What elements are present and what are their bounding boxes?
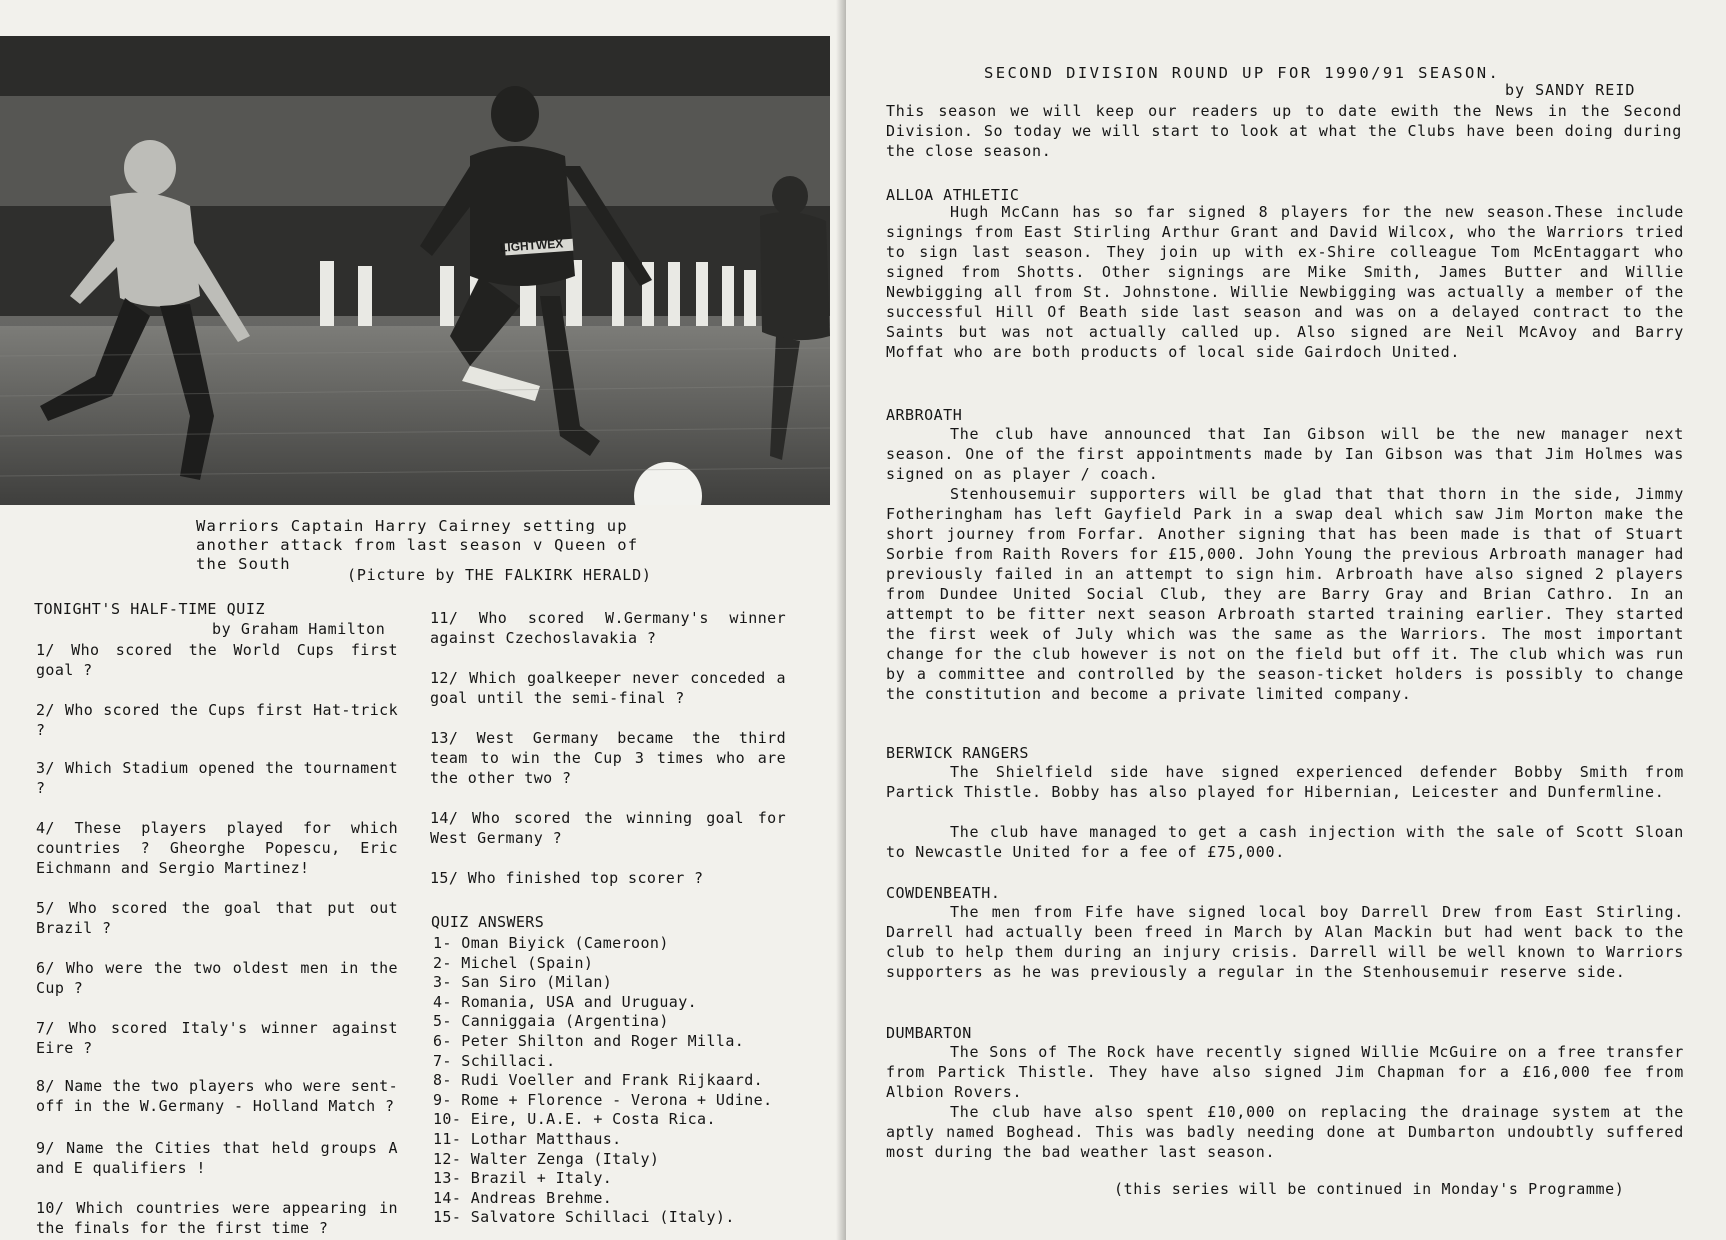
photo-credit: (Picture by THE FALKIRK HERALD) bbox=[347, 566, 652, 584]
club-heading-dumbarton: DUMBARTON bbox=[886, 1024, 972, 1042]
quiz-question: 8/ Name the two players who were sent-off in the W.Germany - Holland Match ? bbox=[36, 1077, 398, 1115]
quiz-question: 15/ Who finished top scorer ? bbox=[430, 869, 704, 887]
quiz-answer: 5- Canniggaia (Argentina) bbox=[433, 1012, 669, 1031]
club-paragraph: Hugh McCann has so far signed 8 players for the new season.These include signings from East Stirling Arthur Grant and David Wilcox, who the Warriors tried to sign last season. They join up with ex-Shire colleague Tom McEntaggart who signed from Shotts. Other signings are Mike Smith, James Butter and Willie Newbigging all from St. Johnstone. Willie Newbigging was actually a member of the successful Hill Of Beath side last season and was on a delayed contract to the Saints but was not actually called up. Also signed are Neil McAvoy and Barry Moffat who are both products of local side Gairdoch United. bbox=[886, 203, 1684, 361]
club-heading-alloa: ALLOA ATHLETIC bbox=[886, 186, 1020, 204]
quiz-answers-list bbox=[433, 934, 833, 1228]
club-paragraph: The club have announced that Ian Gibson will be the new manager next season. One of the first appointments made by Ian Gibson was that Jim Holmes was signed on as player / coach. bbox=[886, 425, 1684, 483]
quiz-question: 6/ Who were the two oldest men in the Cup ? bbox=[36, 959, 398, 997]
series-continued-note: (this series will be continued in Monday's Programme) bbox=[1114, 1180, 1625, 1198]
quiz-answer: 15- Salvatore Schillaci (Italy). bbox=[433, 1208, 735, 1227]
quiz-answer: 3- San Siro (Milan) bbox=[433, 973, 613, 992]
quiz-question: 14/ Who scored the winning goal for West Germany ? bbox=[430, 809, 786, 847]
quiz-answer: 10- Eire, U.A.E. + Costa Rica. bbox=[433, 1110, 716, 1129]
quiz-answer: 9- Rome + Florence - Verona + Udine. bbox=[433, 1090, 773, 1109]
club-paragraph: The men from Fife have signed local boy Darrell Drew from East Stirling. Darrell had actually been freed in March by Alan Mackin but had went back to the club to help them during an injury crisis. Darrell will be well known to Warriors supporters as he was previously a regular in the Stenhousemuir reserve side. bbox=[886, 903, 1684, 981]
quiz-question: 10/ Which countries were appearing in the finals for the first time ? bbox=[36, 1199, 398, 1237]
quiz-question: 12/ Which goalkeeper never conceded a goal until the semi-final ? bbox=[430, 669, 786, 707]
quiz-question: 4/ These players played for which countries ? Gheorghe Popescu, Eric Eichmann and Sergio Martinez! bbox=[36, 819, 398, 877]
quiz-answers-title: QUIZ ANSWERS bbox=[431, 913, 545, 931]
article-title: SECOND DIVISION ROUND UP FOR 1990/91 SEASON. bbox=[984, 64, 1501, 82]
quiz-question: 13/ West Germany became the third team to win the Cup 3 times who are the other two ? bbox=[430, 729, 786, 787]
quiz-question: 11/ Who scored W.Germany's winner against Czechoslavakia ? bbox=[430, 609, 786, 647]
quiz-question: 9/ Name the Cities that held groups A and E qualifiers ! bbox=[36, 1139, 398, 1177]
club-heading-berwick: BERWICK RANGERS bbox=[886, 744, 1029, 762]
quiz-answer: 7- Schillaci. bbox=[433, 1051, 556, 1070]
quiz-answer: 13- Brazil + Italy. bbox=[433, 1169, 613, 1188]
shirt-sponsor-text: LIGHTWEX bbox=[499, 236, 564, 255]
quiz-question: 7/ Who scored Italy's winner against Eire ? bbox=[36, 1019, 398, 1057]
club-paragraph: The club have also spent £10,000 on replacing the drainage system at the aptly named Boghead. This was badly needing done at Dumbarton undoubtly suffered most during the bad weather last season. bbox=[886, 1103, 1684, 1161]
quiz-question: 1/ Who scored the World Cups first goal ? bbox=[36, 641, 398, 679]
quiz-answer: 12- Walter Zenga (Italy) bbox=[433, 1149, 660, 1168]
quiz-answer: 14- Andreas Brehme. bbox=[433, 1188, 613, 1207]
match-photo-image bbox=[0, 36, 830, 505]
club-heading-cowdenbeath: COWDENBEATH. bbox=[886, 884, 1001, 902]
left-page bbox=[0, 0, 846, 1240]
club-paragraph: The club have managed to get a cash injection with the sale of Scott Sloan to Newcastle United for a fee of £75,000. bbox=[886, 823, 1684, 861]
club-paragraph: Stenhousemuir supporters will be glad that that thorn in the side, Jimmy Fotheringham has left Gayfield Park in a swap deal which saw Jim Morton make the short journey from Forfar. Another signing that has been made is that of Stuart Sorbie from Raith Rovers for £15,000. John Young the previous Arbroath manager had previously failed in an attempt to sign him. Arbroath have also signed 2 players from Dundee United Social Club, they are Barry Gray and Brian Cathro. In an attempt to be fitter next season Arbroath started training earlier. They started the first week of July which was the same as the Warriors. The most important change for the club however is not on the field but off it. The club which was run by a committee and controlled by the season-ticket holders is possibly to change the constitution and become a private limited company. bbox=[886, 485, 1684, 703]
match-photo bbox=[0, 36, 830, 505]
quiz-author: by Graham Hamilton bbox=[212, 620, 386, 638]
club-paragraph: The Shielfield side have signed experienced defender Bobby Smith from Partick Thistle. Bobby has also played for Hibernian, Leicester and Dunfermline. bbox=[886, 763, 1684, 801]
quiz-answer: 8- Rudi Voeller and Frank Rijkaard. bbox=[433, 1071, 764, 1090]
quiz-answer: 11- Lothar Matthaus. bbox=[433, 1129, 622, 1148]
quiz-answer: 1- Oman Biyick (Cameroon) bbox=[433, 934, 669, 952]
article-intro: This season we will keep our readers up to date ewith the News in the Second Division. So today we will start to look at what the Clubs have been doing during the close season. bbox=[886, 102, 1682, 160]
quiz-question: 3/ Which Stadium opened the tournament ? bbox=[36, 759, 398, 797]
quiz-answer: 6- Peter Shilton and Roger Milla. bbox=[433, 1031, 745, 1050]
quiz-title: TONIGHT'S HALF-TIME QUIZ bbox=[34, 600, 266, 618]
article-byline: by SANDY REID bbox=[1505, 81, 1636, 99]
quiz-question: 5/ Who scored the goal that put out Brazil ? bbox=[36, 899, 398, 937]
quiz-answer: 4- Romania, USA and Uruguay. bbox=[433, 992, 698, 1011]
club-paragraph: The Sons of The Rock have recently signed Willie McGuire on a free transfer from Partick Thistle. They have also signed Jim Chapman for a £16,000 fee from Albion Rovers. bbox=[886, 1043, 1684, 1101]
photo-caption: Warriors Captain Harry Cairney setting up another attack from last season v Queen of the South bbox=[196, 517, 639, 573]
club-heading-arbroath: ARBROATH bbox=[886, 406, 963, 424]
quiz-question: 2/ Who scored the Cups first Hat-trick ? bbox=[36, 701, 398, 739]
right-page bbox=[846, 0, 1726, 1240]
quiz-answer: 2- Michel (Spain) bbox=[433, 953, 594, 972]
